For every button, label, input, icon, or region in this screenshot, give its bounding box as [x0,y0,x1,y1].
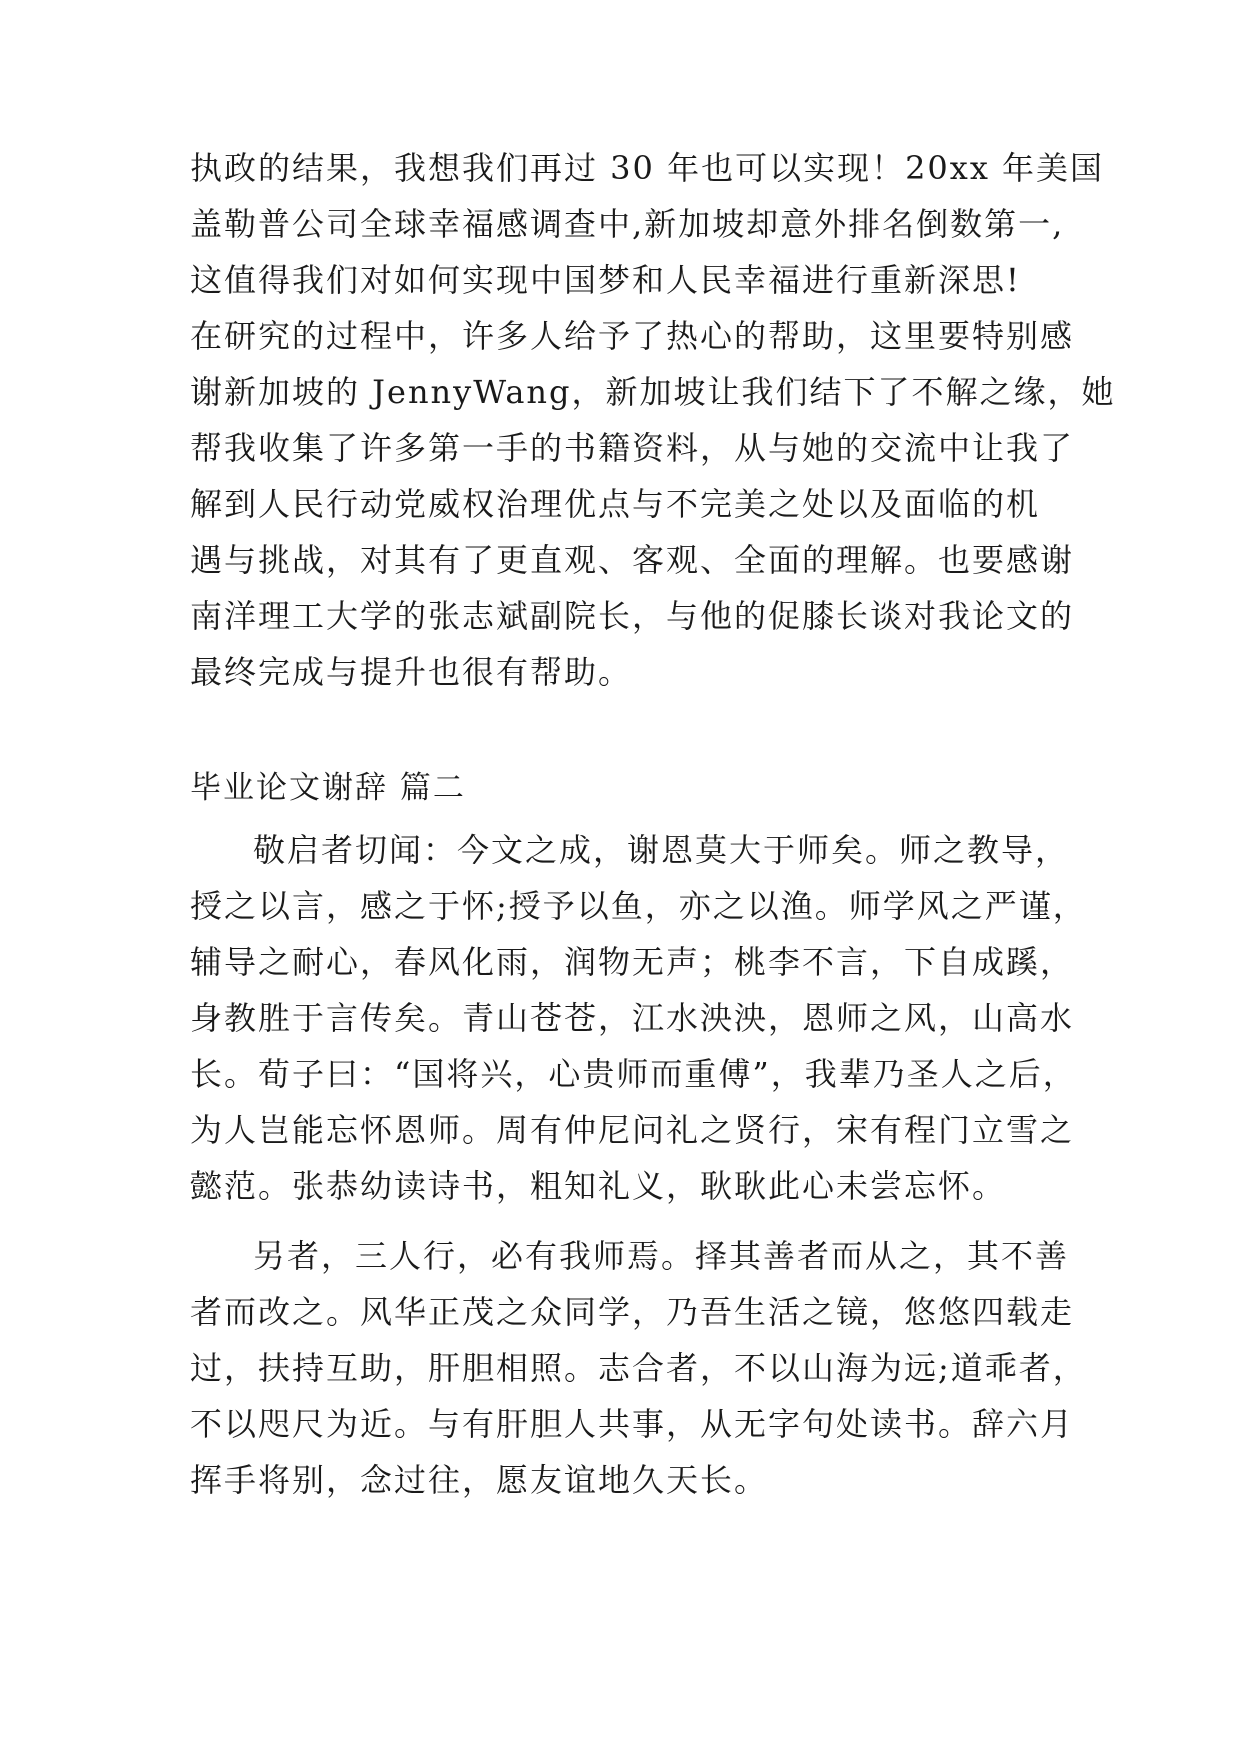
body-text-line: 为人岂能忘怀恩师。周有仲尼问礼之贤行，宋有程门立雪之 [190,1111,1075,1149]
body-text-line: 最终完成与提升也很有帮助。 [190,653,633,691]
body-text-line: 授之以言，感之于怀;授予以鱼，亦之以渔。师学风之严谨， [190,887,1087,925]
body-text-line: 长。荀子曰：“国将兴，心贵师而重傅”，我辈乃圣人之后， [190,1055,1077,1093]
body-text-line: 遇与挑战，对其有了更直观、客观、全面的理解。也要感谢 [190,541,1075,579]
body-text-line: 在研究的过程中，许多人给予了热心的帮助，这里要特别感 [190,317,1075,355]
body-text-line: 谢新加坡的 JennyWang，新加坡让我们结下了不解之缘，她 [190,373,1116,411]
body-text-line: 帮我收集了许多第一手的书籍资料，从与她的交流中让我了 [190,429,1075,467]
body-text-line: 另者，三人行，必有我师焉。择其善者而从之，其不善 [253,1237,1070,1275]
body-text-line: 执政的结果，我想我们再过 30 年也可以实现！20xx 年美国 [190,149,1105,187]
body-text-line: 懿范。张恭幼读诗书，粗知礼义，耿耿此心未尝忘怀。 [190,1167,1007,1205]
section-heading: 毕业论文谢辞 篇二 [190,770,466,806]
body-text-line: 过，扶持互助，肝胆相照。志合者，不以山海为远;道乖者， [190,1349,1087,1387]
body-text-line: 这值得我们对如何实现中国梦和人民幸福进行重新深思! [190,261,1021,299]
body-text-line: 解到人民行动党威权治理优点与不完美之处以及面临的机 [190,485,1041,523]
body-text-line: 身教胜于言传矣。青山苍苍，江水泱泱，恩师之风，山高水 [190,999,1075,1037]
body-text-line: 挥手将别，念过往，愿友谊地久天长。 [190,1461,769,1499]
body-text-line: 敬启者切闻：今文之成，谢恩莫大于师矣。师之教导， [253,831,1070,869]
body-text-line: 南洋理工大学的张志斌副院长，与他的促膝长谈对我论文的 [190,597,1075,635]
body-text-line: 不以咫尺为近。与有肝胆人共事，从无字句处读书。辞六月 [190,1405,1075,1443]
body-text-line: 盖勒普公司全球幸福感调查中,新加坡却意外排名倒数第一, [190,205,1065,243]
body-text-line: 者而改之。风华正茂之众同学，乃吾生活之镜，悠悠四载走 [190,1293,1075,1331]
body-text-line: 辅导之耐心，春风化雨，润物无声；桃李不言，下自成蹊， [190,943,1075,981]
